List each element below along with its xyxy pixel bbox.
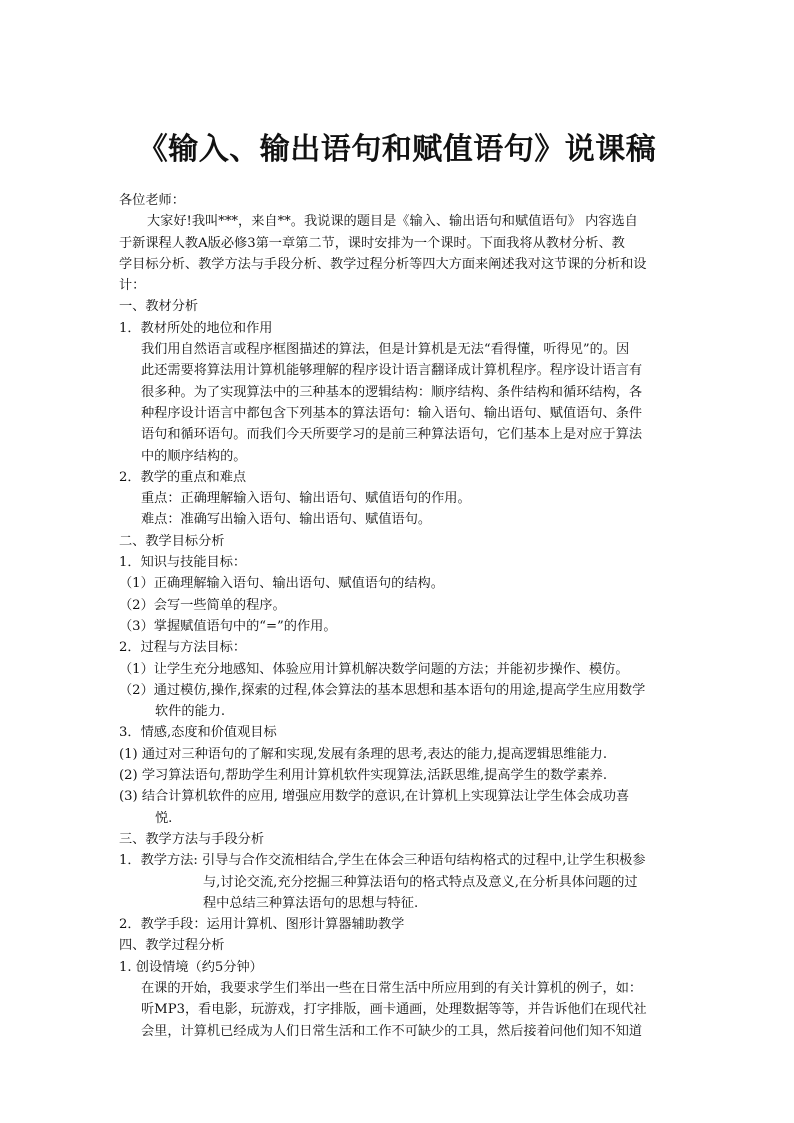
text-line: 我们用自然语言或程序框图描述的算法，但是计算机是无法“看得懂，听得见”的。因 xyxy=(141,342,630,358)
text-line: （1）让学生充分地感知、体验应用计算机解决数学问题的方法；并能初步操作、模仿。 xyxy=(119,661,629,677)
text-line: 语句和循环语句。而我们今天所要学习的是前三种算法语句，它们基本上是对应于算法 xyxy=(141,427,643,443)
text-line: 种程序设计语言中都包含下列基本的算法语句：输入语句、输出语句、赋值语句、条件 xyxy=(141,405,643,421)
text-line: 软件的能力. xyxy=(155,704,226,720)
text-line: （1）正确理解输入语句、输出语句、赋值语句的结构。 xyxy=(119,576,444,592)
text-line: 重点：正确理解输入语句、输出语句、赋值语句的作用。 xyxy=(141,491,471,507)
text-line: 2．教学手段：运用计算机、图形计算器辅助教学 xyxy=(119,917,405,933)
text-line: 在课的开始，我要求学生们举出一些在日常生活中所应用到的有关计算机的例子，如： xyxy=(141,980,643,996)
text-line: (3) 结合计算机软件的应用, 增强应用数学的意识,在计算机上实现算法让学生体会成功喜 xyxy=(119,789,630,805)
text-line: 2．教学的重点和难点 xyxy=(119,469,247,485)
text-line: (1) 通过对三种语句的了解和实现,发展有条理的思考,表达的能力,提高逻辑思维能力. xyxy=(119,746,608,762)
text-line: 此还需要将算法用计算机能够理解的程序设计语言翻译成计算机程序。程序设计语言有 xyxy=(141,363,643,379)
text-line: 悦. xyxy=(155,810,173,826)
text-line: 学目标分析、教学方法与手段分析、教学过程分析等四大方面来阐述我对这节课的分析和设 xyxy=(119,256,647,272)
text-line: 1. 创设情境（约5分钟） xyxy=(119,959,263,975)
text-line: 3．情感,态度和价值观目标 xyxy=(119,725,277,741)
text-line: (2) 学习算法语句,帮助学生利用计算机软件实现算法,活跃思维,提高学生的数学素养. xyxy=(119,768,608,784)
text-line: 难点：准确写出输入语句、输出语句、赋值语句。 xyxy=(141,512,432,528)
text-line: 会里，计算机已经成为人们日常生活和工作不可缺少的工具，然后接着问他们知不知道 xyxy=(141,1023,643,1039)
text-line: 1．知识与技能目标： xyxy=(119,555,247,571)
text-line: 各位老师： xyxy=(119,193,185,208)
text-line: 大家好!我叫***，来自**。我说课的题目是《输入、输出语句和赋值语句》 内容选自 xyxy=(147,214,638,230)
text-line: 三、教学方法与手段分析 xyxy=(119,831,265,847)
text-line: 二、教学目标分析 xyxy=(119,533,225,549)
text-line: 听MP3，看电影，玩游戏，打字排版，画卡通画，处理数据等等，并告诉他们在现代社 xyxy=(141,1002,647,1018)
text-line: 计： xyxy=(119,278,146,294)
text-line: 1．教材所处的地位和作用 xyxy=(119,320,273,336)
text-line: 与,讨论交流,充分挖掘三种算法语句的格式特点及意义,在分析具体问题的过 xyxy=(203,874,638,890)
document-body xyxy=(119,190,677,1042)
text-line: 于新课程人教A版必修3第一章第二节，课时安排为一个课时。下面我将从教材分析、教 xyxy=(119,235,625,251)
text-line: 1．教学方法: 引导与合作交流相结合,学生在体会三种语句结构格式的过程中,让学生积极参 xyxy=(119,853,646,869)
document-title: 《输入、输出语句和赋值语句》说课稿 xyxy=(137,132,657,167)
text-line: 程中总结三种算法语句的思想与特征. xyxy=(203,895,419,911)
text-line: （2）通过模仿,操作,探索的过程,体会算法的基本思想和基本语句的用途,提高学生应用数学 xyxy=(119,682,646,698)
text-line: 2．过程与方法目标： xyxy=(119,640,247,656)
text-line: （2）会写一些简单的程序。 xyxy=(119,597,286,613)
text-line: 中的顺序结构的。 xyxy=(141,448,247,464)
text-line: 四、教学过程分析 xyxy=(119,938,225,954)
text-line: （3）掌握赋值语句中的“=”的作用。 xyxy=(119,618,337,634)
text-line: 一、教材分析 xyxy=(119,299,199,315)
text-line: 很多种。为了实现算法中的三种基本的逻辑结构：顺序结构、条件结构和循环结构，各 xyxy=(141,384,643,400)
